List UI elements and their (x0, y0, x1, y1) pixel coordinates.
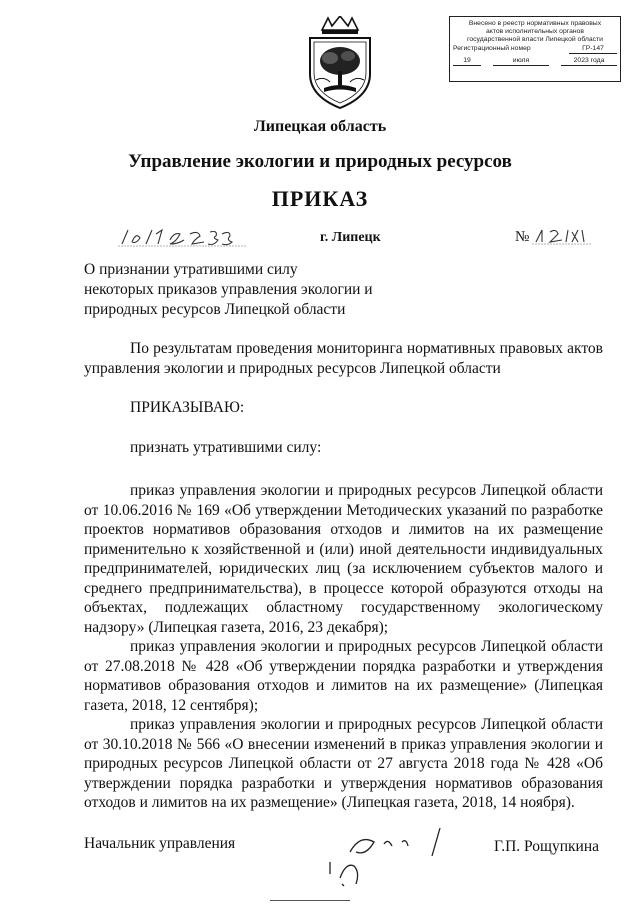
stamp-reg-number: ГР-147 (569, 45, 617, 54)
handwritten-number (532, 226, 592, 246)
stamp-reg-label: Регистрационный номер (453, 45, 531, 52)
coat-of-arms-icon (300, 16, 380, 110)
subject-line-1: О признании утратившими силу (84, 261, 298, 278)
list-item: приказ управления экологии и природных ресурсов Липецкой области от 27.08.2018 № 428 «Об утверждении порядка разработки и утверждения нормативов образования отходов и лимитов на их размещение» (Липецкая газета, 2018, 12 сентября); (84, 638, 603, 714)
stamp-line-2: актов исполнительных органов (485, 28, 584, 35)
preamble-text: По результатам проведения мониторинга нормативных правовых актов управления экологии и природных ресурсов Липецкой области (84, 340, 603, 377)
list-item: приказ управления экологии и природных ресурсов Липецкой области от 30.10.2018 № 566 «О внесении изменений в приказ управления экологии и природных ресурсов Липецкой области от 27 августа 2018 года № 428 «Об утверждении порядка разработки и утверждения нормативов образования отходов и лимитов на их размещение» (Липецкая газета, 2018, 14 ноября). (84, 716, 603, 811)
registration-stamp (449, 16, 621, 82)
list-item: приказ управления экологии и природных ресурсов Липецкой области от 10.06.2016 № 169 «Об утверждении Методических указаний по разработке проектов нормативов образования отходов и лимитов на их размещение применительно к хозяйственной и (или) иной деятельности индивидуальных предпринимателей, юридических лиц (за исключением субъектов малого и среднего предпринимательства), в процессе которой образуются отходы на объектах, подлежащих областному государственному экологическому надзору» (Липецкая газета, 2016, 23 декабря); (84, 482, 603, 636)
order-keyword (84, 398, 603, 418)
stamp-line-1: Внесено в реестр нормативных правовых (468, 20, 602, 27)
department-name: Управление экологии и природных ресурсов (128, 151, 512, 172)
stamp-date-row (453, 57, 617, 66)
handwritten-signature (320, 822, 460, 892)
subject-line-3: природных ресурсов Липецкой области (84, 301, 346, 318)
stamp-registration-row (453, 45, 617, 54)
recognize-text: признать утратившими силу: (130, 439, 322, 456)
stamp-month: июля (493, 57, 549, 66)
repealed-orders-list (84, 481, 603, 813)
order-keyword-text: ПРИКАЗЫВАЮ: (130, 399, 245, 416)
stamp-year: 2023 года (561, 57, 617, 66)
signatory-name: Г.П. Рощупкина (494, 838, 599, 855)
stamp-day: 19 (453, 57, 481, 66)
stamp-line-3: государственной власти Липецкой области (467, 36, 603, 43)
order-subject (84, 260, 373, 320)
handwritten-date (118, 226, 248, 248)
scan-artifact-line (270, 900, 350, 901)
signatory-title: Начальник управления (84, 835, 236, 852)
city: г. Липецк (320, 230, 381, 245)
subject-line-2: некоторых приказов управления экологии и (84, 281, 373, 298)
document-title: ПРИКАЗ (271, 186, 369, 211)
region-name: Липецкая область (253, 118, 387, 135)
recognize-paragraph (84, 438, 603, 458)
order-number-label: № (515, 229, 530, 245)
preamble-paragraph (84, 339, 603, 378)
